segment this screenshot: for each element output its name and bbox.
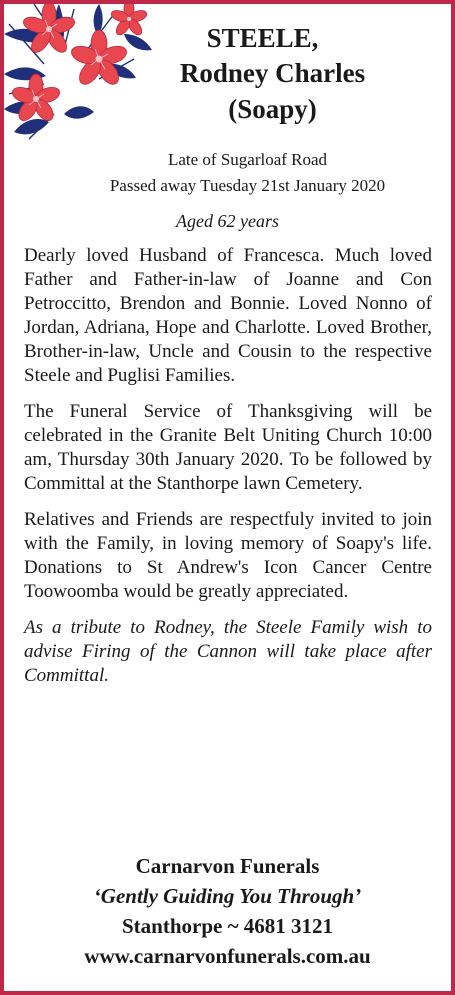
company-tagline: ‘Gently Guiding You Through’ — [93, 884, 362, 908]
deceased-full-name: Rodney Charles — [179, 58, 366, 88]
company-contact: Stanthorpe ~ 4681 3121 — [121, 914, 333, 938]
notice-body — [24, 244, 432, 700]
relatives-paragraph: Relatives and Friends are respectfuly invited to join with the Family, in loving memory of Soapy's life. Donations to St Andrew's Icon Cancer Centre Toowoomba would be greatly appreciated. — [24, 509, 432, 602]
age-line: Aged 62 years — [176, 211, 279, 231]
tribute-paragraph: As a tribute to Rodney, the Steele Family wish to advise Firing of the Cannon will take place after Committal. — [24, 617, 432, 686]
deceased-surname: STEELE, — [206, 23, 319, 53]
late-of-address: Late of Sugarloaf Road — [167, 150, 328, 169]
company-name: Carnarvon Funerals — [135, 854, 320, 878]
company-website: www.carnarvonfunerals.com.au — [84, 944, 371, 968]
family-paragraph: Dearly loved Husband of Francesca. Much loved Father and Father-in-law of Joanne and Con Petroccitto, Brendon and Bonnie. Loved Nonno of Jordan, Adriana, Hope and Charlotte. Loved Brother, Brother-in-law, Uncle and Cousin to the respective Steele and Puglisi Families. — [24, 245, 432, 386]
date-of-passing: Passed away Tuesday 21st January 2020 — [109, 176, 386, 195]
funeral-director-footer — [14, 851, 441, 971]
funeral-paragraph: The Funeral Service of Thanksgiving will be celebrated in the Granite Belt Uniting Church 10:00 am, Thursday 30th January 2020. To be followed by Committal at the Stanthorpe lawn Cemetery. — [24, 401, 432, 494]
deceased-nickname: (Soapy) — [228, 94, 317, 124]
